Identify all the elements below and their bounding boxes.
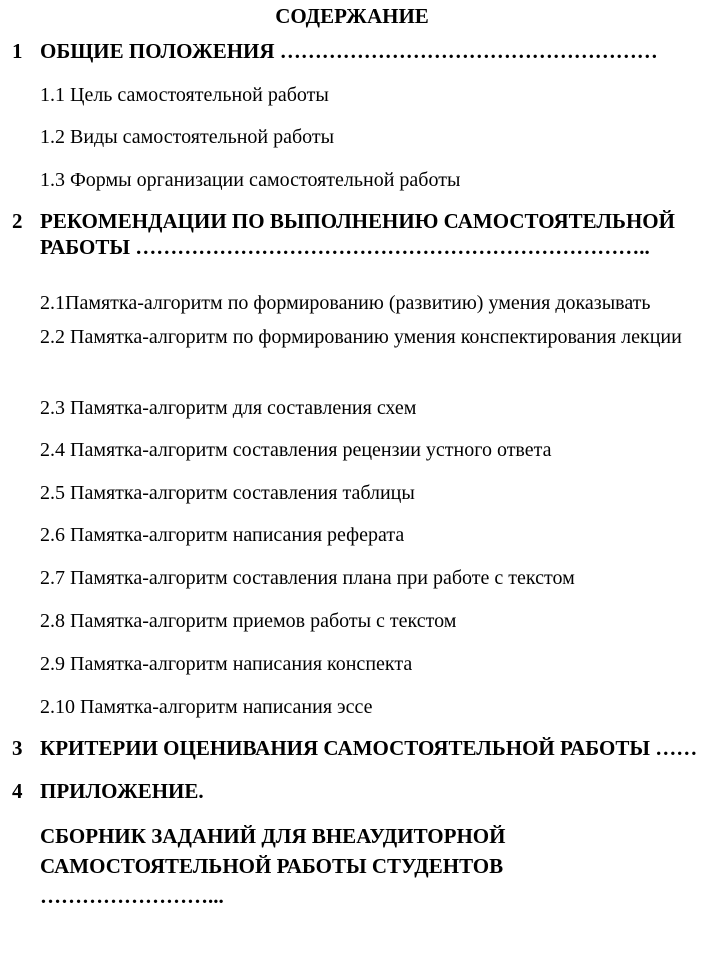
toc-item-1-3[interactable]: 1.3 Формы организации самостоятельной работы — [40, 169, 461, 191]
toc-title: СОДЕРЖАНИЕ — [275, 4, 429, 28]
section-heading: ОБЩИЕ ПОЛОЖЕНИЯ ……………………………………………… — [40, 39, 658, 63]
toc-item-1-1[interactable]: 1.1 Цель самостоятельной работы — [40, 84, 329, 106]
toc-item-1-2[interactable]: 1.2 Виды самостоятельной работы — [40, 126, 335, 148]
toc-item-2-7[interactable]: 2.7 Памятка-алгоритм составления плана при работе с текстом — [40, 567, 575, 589]
toc-item-2-9[interactable]: 2.9 Памятка-алгоритм написания конспекта — [40, 653, 413, 675]
appendix-heading: СБОРНИК ЗАДАНИЙ ДЛЯ ВНЕАУДИТОРНОЙ САМОСТОЯТЕЛЬНОЙ РАБОТЫ СТУДЕНТОВ ……………………... — [40, 824, 506, 908]
section-heading: РЕКОМЕНДАЦИИ ПО ВЫПОЛНЕНИЮ САМОСТОЯТЕЛЬНОЙ РАБОТЫ ……………………………………………………………….. — [40, 209, 675, 259]
section-heading: КРИТЕРИИ ОЦЕНИВАНИЯ САМОСТОЯТЕЛЬНОЙ РАБОТЫ …… — [40, 736, 698, 760]
section-number: 1 — [12, 39, 23, 63]
toc-item-2-1[interactable]: 2.1Памятка-алгоритм по формированию (развитию) умения доказывать — [40, 292, 651, 314]
section-number: 3 — [12, 736, 23, 760]
toc-appendix[interactable] — [0, 821, 704, 908]
section-number: 4 — [12, 779, 23, 803]
toc-item-2-5[interactable]: 2.5 Памятка-алгоритм составления таблицы — [40, 482, 415, 504]
toc-item-2-3[interactable]: 2.3 Памятка-алгоритм для составления схем — [40, 397, 417, 419]
section-heading: ПРИЛОЖЕНИЕ. — [40, 779, 204, 803]
toc-item-2-4[interactable]: 2.4 Памятка-алгоритм составления рецензии устного ответа — [40, 439, 552, 461]
toc-item-2-8[interactable]: 2.8 Памятка-алгоритм приемов работы с текстом — [40, 610, 457, 632]
toc-item-2-6[interactable]: 2.6 Памятка-алгоритм написания реферата — [40, 524, 405, 546]
section-number: 2 — [12, 209, 23, 233]
toc-item-2-2[interactable]: 2.2 Памятка-алгоритм по формированию умения конспектирования лекции — [40, 326, 682, 348]
toc-item-2-10[interactable]: 2.10 Памятка-алгоритм написания эссе — [40, 696, 373, 718]
